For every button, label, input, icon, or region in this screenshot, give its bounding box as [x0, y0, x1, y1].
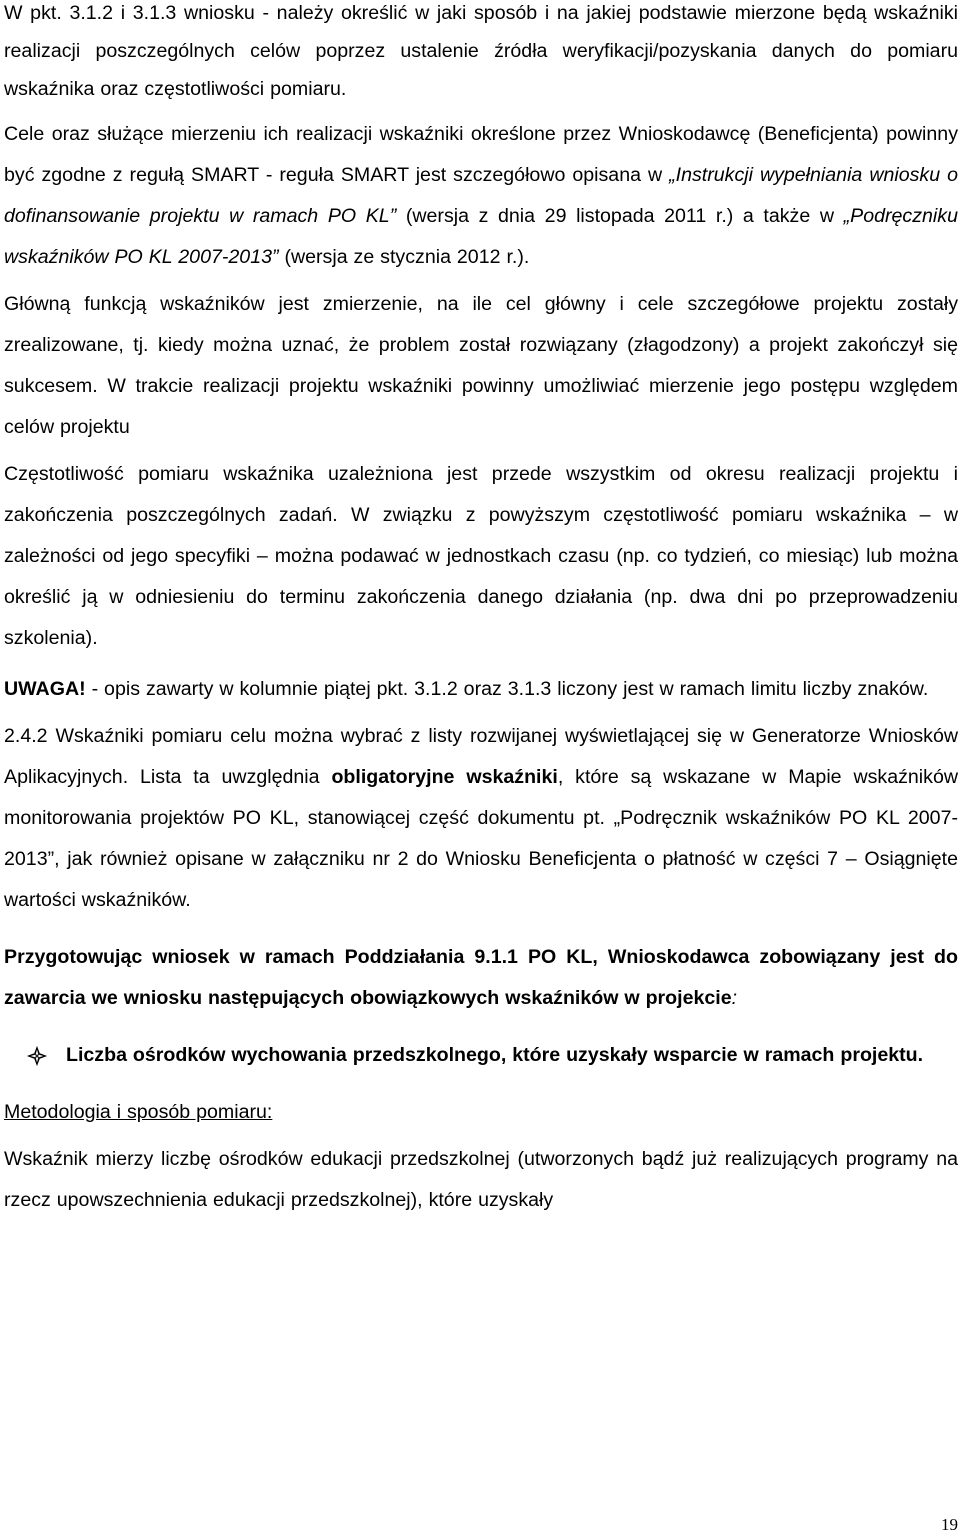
mandatory-indicators-colon: : [731, 987, 738, 1009]
document-page [4, 0, 958, 1221]
smart-rule-text-e: (wersja ze stycznia 2012 r.). [278, 246, 530, 268]
paragraph-measurement-frequency: Częstotliwość pomiaru wskaźnika uzależniona jest przede wszystkim od okresu realizacji projektu i zakończenia poszczególnych zadań. W związku z powyższym częstotliwość pomiaru wskaźnika – w zależności od jego specyfiki – można podawać w jednostkach czasu (np. co tydzień, co miesiąc) lub można określić ją w odniesieniu do terminu zakończenia danego działania (np. dwa dni po przeprowadzeniu szkolenia). [4, 463, 958, 649]
paragraph-warning [4, 669, 958, 710]
paragraph-mandatory-indicators [4, 937, 958, 1019]
section-heading-methodology: Metodologia i sposób pomiaru: [4, 1101, 273, 1123]
mandatory-indicators-text: Przygotowując wniosek w ramach Poddziałania 9.1.1 PO KL, Wnioskodawca zobowiązany jest do zawarcia we wniosku następujących obowiązkowych wskaźników w projekcie [4, 946, 958, 1009]
warning-label: UWAGA! [4, 678, 86, 700]
bullet-item [4, 1035, 958, 1076]
smart-rule-text-c: (wersja z dnia 29 listopada 2011 r.) a także w [396, 205, 844, 227]
paragraph-measurement-method: W pkt. 3.1.2 i 3.1.3 wniosku - należy określić w jaki sposób i na jakiej podstawie mierzone będą wskaźniki realizacji poszczególnych celów poprzez ustalenie źródła weryfikacji/pozyskania danych do pomiaru wskaźnika oraz częstotliwości pomiaru. [4, 2, 958, 100]
page-number: 19 [941, 1515, 958, 1534]
paragraph-indicator-selection [4, 716, 958, 921]
paragraph-indicator-function: Główną funkcją wskaźników jest zmierzenie, na ile cel główny i cele szczegółowe projektu zostały zrealizowane, tj. kiedy można uznać, że problem został rozwiązany (złagodzony) a projekt zakończył się sukcesem. W trakcie realizacji projektu wskaźniki powinny umożliwiać mierzenie jego postępu względem celów projektu [4, 293, 958, 438]
indicator-selection-text-b: , które są wskazane w Mapie wskaźników monitorowania projektów PO KL, stanowiącej część dokumentu pt. „Podręcznik wskaźników PO KL 2007- 2013”, jak również opisane w załączniku nr 2 do Wniosku Beneficjenta o płatność w części 7 – Osiągnięte wartości wskaźników. [4, 766, 958, 911]
paragraph-indicator-definition: Wskaźnik mierzy liczbę ośrodków edukacji przedszkolnej (utworzonych bądź już realizujących programy na rzecz upowszechnienia edukacji przedszkolnej), które uzyskały [4, 1148, 958, 1211]
warning-text: - opis zawarty w kolumnie piątej pkt. 3.1.2 oraz 3.1.3 liczony jest w ramach limitu liczby znaków. [85, 678, 929, 700]
bullet-text: Liczba ośrodków wychowania przedszkolnego, które uzyskały wsparcie w ramach projektu. [66, 1044, 924, 1066]
indicator-handbook-title: „Podręczniku wskaźników PO KL 2007-2013” [4, 205, 958, 268]
smart-rule-text-a: Cele oraz służące mierzeniu ich realizacji wskaźniki określone przez Wnioskodawcę (Beneficjenta) powinny być zgodne z regułą SMART - reguła SMART jest szczegółowo opisana w [4, 123, 958, 186]
mandatory-indicators-label: obligatoryjne wskaźniki [331, 766, 558, 788]
diamond-bullet-icon [26, 1045, 48, 1067]
instruction-title: „Instrukcji wypełniania wniosku o dofinansowanie projektu w ramach PO KL” [4, 164, 959, 227]
paragraph-smart-rule [4, 114, 958, 278]
indicator-selection-text-a: 2.4.2 Wskaźniki pomiaru celu można wybrać z listy rozwijanej wyświetlającej się w Generatorze Wniosków Aplikacyjnych. Lista ta uwzględnia [4, 725, 958, 788]
